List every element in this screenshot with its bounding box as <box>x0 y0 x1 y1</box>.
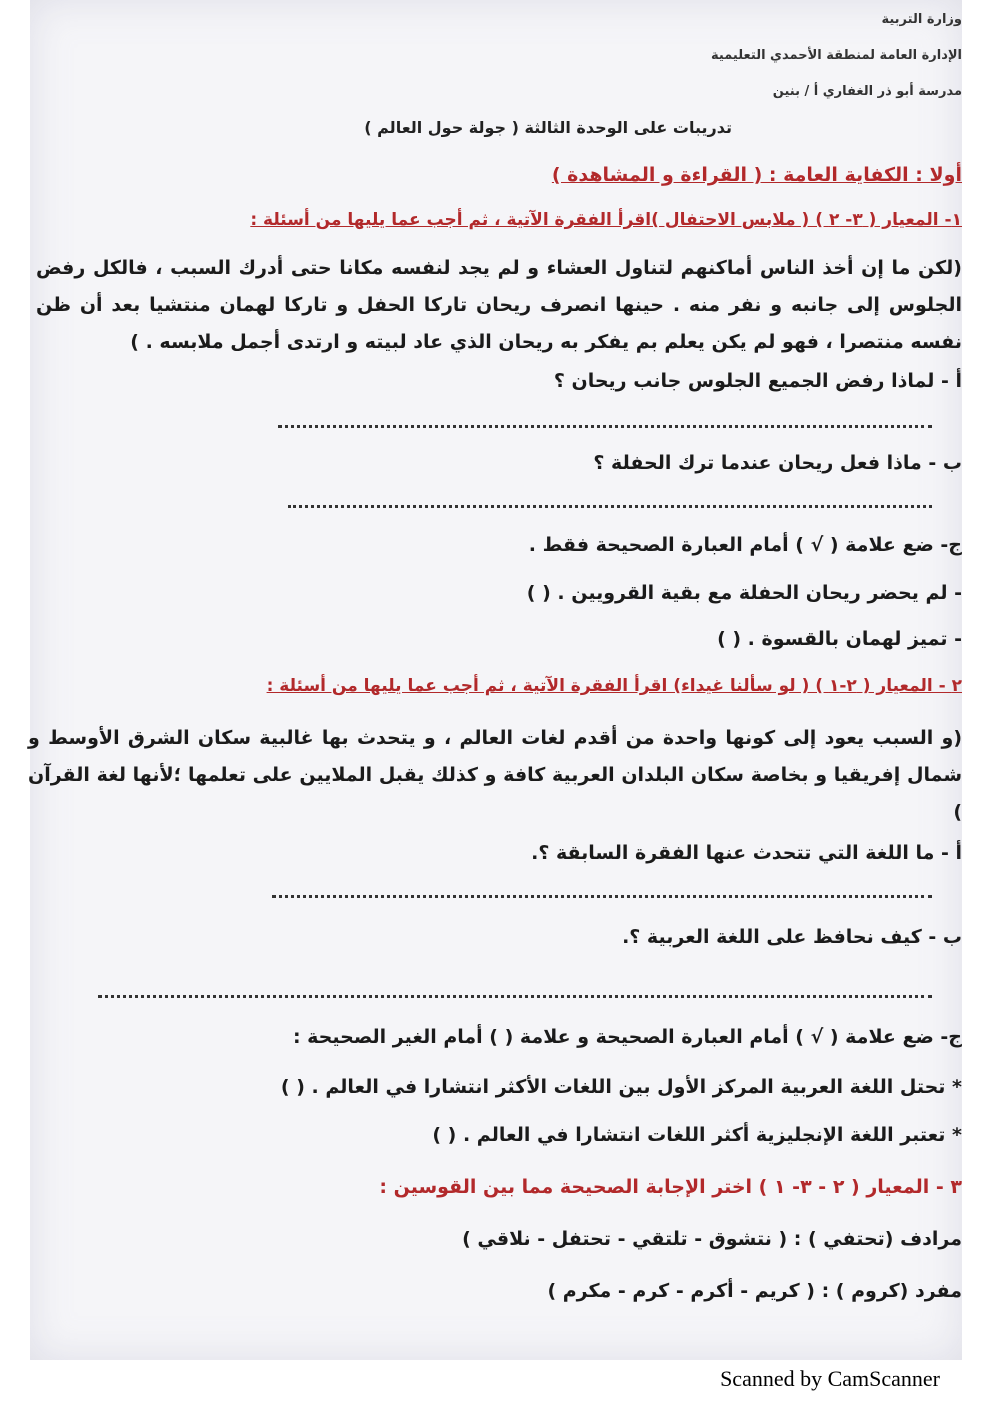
answer-line-1b[interactable] <box>288 505 932 508</box>
standard2-statement-2[interactable]: * تعتبر اللغة الإنجليزية أكثر اللغات انتشارا في العالم . ( ) <box>432 1124 962 1146</box>
scanner-watermark: Scanned by CamScanner <box>720 1366 940 1391</box>
standard3-heading: ٣ - المعيار ( ٢ - ٣- ١ ) اختر الإجابة الصحيحة مما بين القوسين : <box>379 1176 962 1198</box>
worksheet-title: تدريبات على الوحدة الثالثة ( جولة حول العالم ) <box>364 118 732 137</box>
singular-choice[interactable]: مفرد (كروم ) : ( كريم - أكرم - كرم - مكرم ) <box>547 1280 962 1302</box>
standard1-question-b: ب - ماذا فعل ريحان عندما ترك الحفلة ؟ <box>593 452 962 474</box>
standard2-passage: (و السبب يعود إلى كونها واحدة من أقدم لغات العالم ، و يتحدث بها غالبية سكان الشرق الأوسط و شمال إفريقيا و بخاصة سكان البلدان العربية كافة و كذلك يقبل الملايين على تعلمها ؛لأنها لغة القرآن ) <box>28 727 962 823</box>
answer-line-1a[interactable] <box>278 425 932 428</box>
standard2-question-c: ج- ضع علامة ( √ ) أمام العبارة الصحيحة و علامة ( ) أمام الغير الصحيحة : <box>292 1026 962 1048</box>
administration-name: الإدارة العامة لمنطقة الأحمدي التعليمية <box>711 48 962 63</box>
answer-line-2a[interactable] <box>272 895 932 898</box>
standard1-heading: ١- المعيار ( ٣- ٢ ) ( ملابس الاحتفال )اقرأ الفقرة الآتية ، ثم أجب عما يليها من أسئلة : <box>250 210 962 230</box>
standard2-question-b: ب - كيف نحافظ على اللغة العربية ؟. <box>622 926 962 948</box>
answer-line-2b[interactable] <box>98 995 932 998</box>
standard1-statement-1[interactable]: - لم يحضر ريحان الحفلة مع بقية القرويين . ( ) <box>526 582 962 604</box>
standard2-heading: ٢ - المعيار ( ٢-١ ) ( لو سألنا غيداء) اقرأ الفقرة الآتية ، ثم أجب عما يليها من أسئلة : <box>266 676 962 696</box>
standard1-statement-2[interactable]: - تميز لهمان بالقسوة . ( ) <box>717 628 962 650</box>
standard1-question-a: أ - لماذا رفض الجميع الجلوس جانب ريحان ؟ <box>553 370 962 392</box>
ministry-name: وزارة التربية <box>881 12 962 27</box>
standard1-passage: (لكن ما إن أخذ الناس أماكنهم لتناول العشاء و لم يجد لنفسه مكانا حتى أدرك السبب ، فالكل رفض الجلوس إلى جانبه و نفر منه . حينها انصرف ريحان تاركا الحفل و تاركا لهمان منتشيا بعد أن ظن نفسه منتصرا ، فهو لم يكن يعلم بم يفكر به ريحان الذي عاد لبيته و ارتدى أجمل ملابسه . ) <box>36 257 962 353</box>
standard2-question-a: أ - ما اللغة التي تتحدث عنها الفقرة السابقة ؟. <box>531 842 962 864</box>
standard1-question-c: ج- ضع علامة ( √ ) أمام العبارة الصحيحة فقط . <box>528 534 962 556</box>
school-name: مدرسة أبو ذر الغفاري أ / بنين <box>772 84 962 99</box>
standard2-statement-1[interactable]: * تحتل اللغة العربية المركز الأول بين اللغات الأكثر انتشارا في العالم . ( ) <box>280 1076 962 1098</box>
synonym-choice[interactable]: مرادف (تحتفي ) : ( نتشوق - تلتقي - تحتفل - نلاقي ) <box>462 1228 962 1250</box>
section-heading-competency: أولا : الكفاية العامة : ( القراءة و المشاهدة ) <box>551 164 962 186</box>
